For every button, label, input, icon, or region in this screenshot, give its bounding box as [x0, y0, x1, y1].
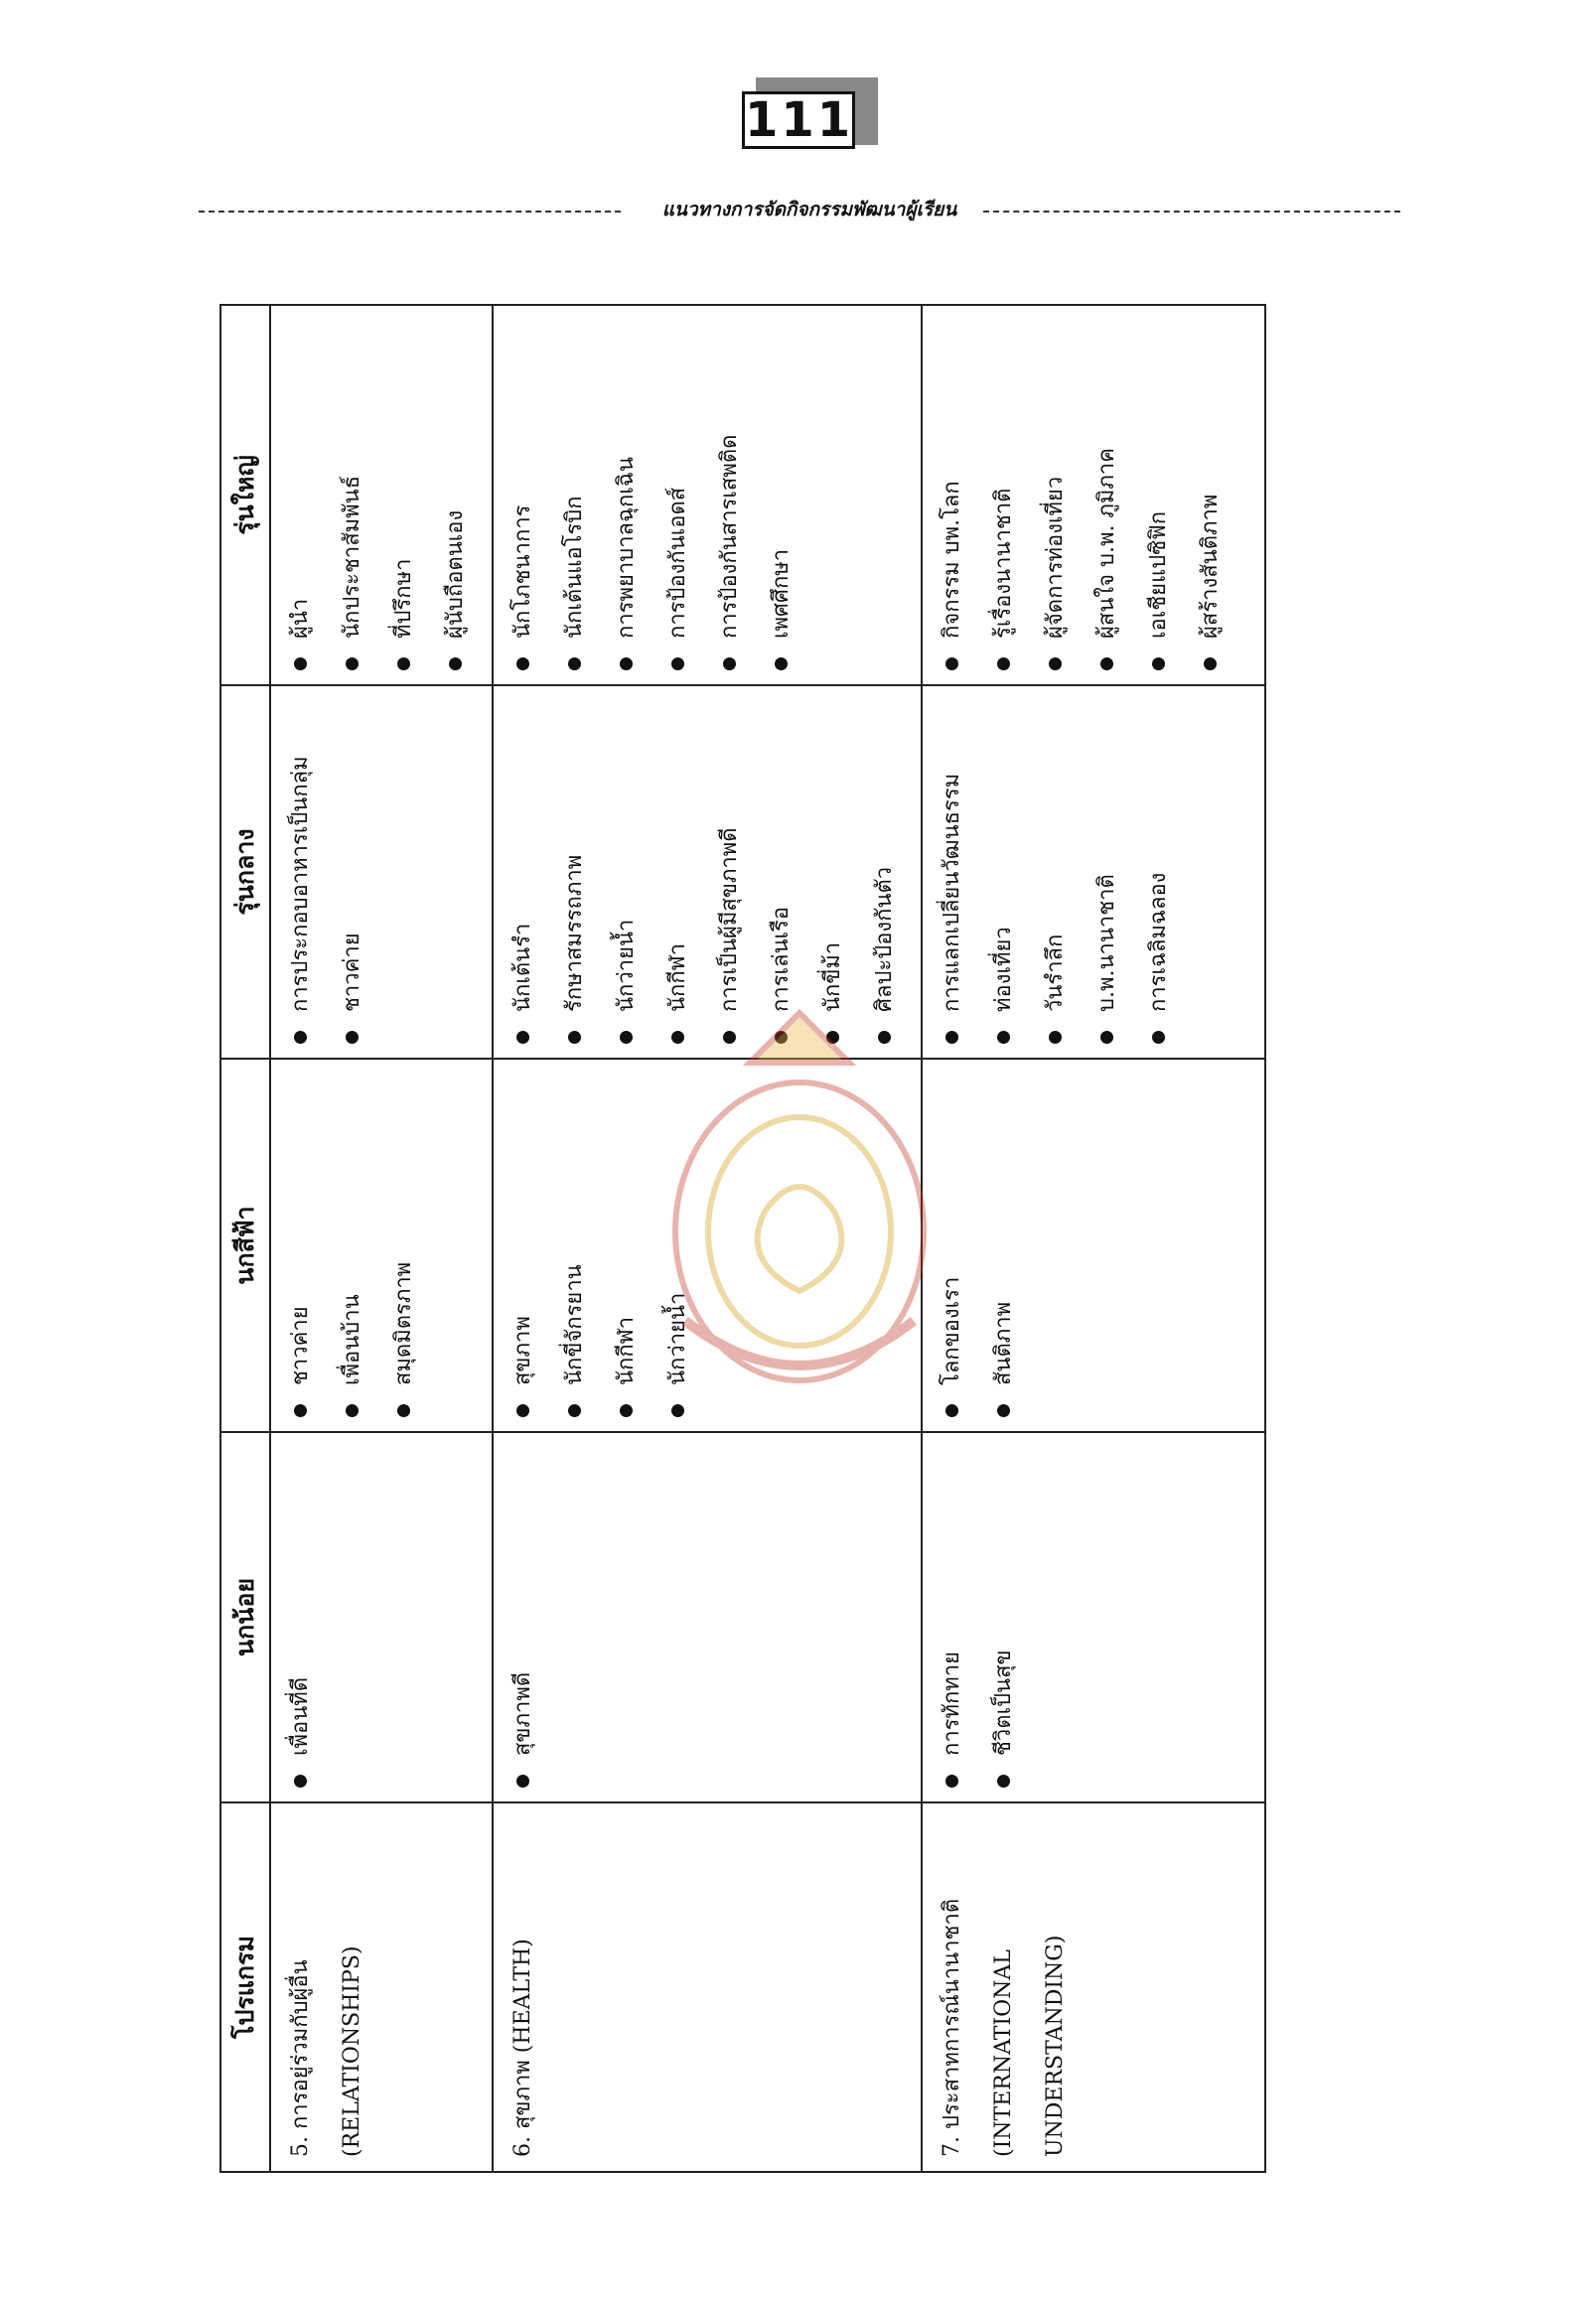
list-item — [549, 1070, 601, 1419]
list-item — [653, 316, 704, 672]
page-number: 111 — [742, 91, 855, 149]
list-item — [378, 316, 430, 672]
bullet-icon — [945, 657, 958, 670]
activity-label: ชาวค่าย — [340, 933, 364, 1012]
activity-label: การป้องกันเอดส์ — [665, 487, 690, 639]
activity-label: รู้เรื่องนานาชาติ — [991, 488, 1016, 639]
activity-label: การพยาบาลฉุกเฉิน — [614, 457, 639, 639]
activity-label: สุขภาพดี — [510, 1671, 535, 1756]
list-item — [601, 1070, 653, 1419]
list-item — [978, 316, 1030, 672]
bullet-icon — [1100, 1031, 1113, 1044]
activity-cell-nok-noi — [493, 1432, 922, 1802]
activity-label: กิจกรรม บพ.โลก — [940, 481, 964, 639]
list-item — [978, 696, 1030, 1046]
bullet-icon — [449, 657, 462, 670]
activity-label: รักษาสมรรถภาพ — [562, 854, 587, 1012]
bullet-icon — [1152, 1031, 1165, 1044]
table-header-row — [220, 305, 270, 2172]
list-item — [275, 696, 327, 1046]
bullet-icon — [620, 1031, 633, 1044]
list-item — [978, 1443, 1030, 1790]
list-item — [927, 1443, 978, 1790]
list-item — [1133, 696, 1185, 1046]
list-item — [275, 316, 327, 672]
activity-list — [498, 1443, 549, 1790]
bullet-icon — [294, 1775, 307, 1788]
list-item — [601, 316, 653, 672]
bullet-icon — [620, 1404, 633, 1417]
bullet-icon — [1100, 657, 1113, 670]
list-item — [1185, 316, 1236, 672]
header-rule-left — [199, 211, 621, 213]
activity-cell-run-yai — [922, 305, 1265, 685]
activity-list — [275, 1443, 327, 1790]
list-item — [430, 316, 482, 672]
activity-label: ชีวิตเป็นสุข — [991, 1650, 1016, 1756]
bullet-icon — [294, 1404, 307, 1417]
list-item — [1082, 316, 1133, 672]
list-item — [927, 316, 978, 672]
program-cell — [493, 1802, 922, 2172]
program-label: (RELATIONSHIPS) — [340, 1945, 364, 2157]
list-item — [978, 1070, 1030, 1419]
bullet-icon — [997, 1404, 1010, 1417]
activity-label: ผู้สนใจ บ.พ. ภูมิภาค — [1094, 447, 1119, 639]
bullet-icon — [397, 657, 410, 670]
program-cell — [270, 1802, 493, 2172]
list-item — [275, 1443, 327, 1790]
program-cell — [922, 1802, 1265, 2172]
bullet-icon — [346, 1404, 359, 1417]
emblem-crown — [750, 1013, 849, 1063]
activity-cell-run-klang — [270, 685, 493, 1059]
bullet-icon — [1049, 1031, 1062, 1044]
table-row — [270, 305, 493, 2172]
ministry-emblem-watermark — [655, 993, 943, 1430]
list-item — [756, 316, 807, 672]
program-label: UNDERSTANDING) — [1043, 1935, 1068, 2157]
list-item — [378, 1070, 430, 1419]
bullet-icon — [723, 657, 736, 670]
activity-cell-run-yai — [270, 305, 493, 685]
header-title: แนวทางการจัดกิจกรรมพัฒนาผู้เรียน — [661, 199, 957, 220]
bullet-icon — [997, 1775, 1010, 1788]
activity-list — [498, 316, 807, 672]
bullet-icon — [945, 1775, 958, 1788]
list-item — [704, 316, 756, 672]
program-label: 6. สุขภาพ (HEALTH) — [510, 1939, 535, 2157]
activity-label: เอเชียแปซิฟิก — [1146, 510, 1171, 639]
activity-label: การป้องกันสารเสพติด — [717, 434, 742, 639]
activity-list — [275, 316, 482, 672]
header-run-yai: รุ่นใหญ่ — [220, 305, 270, 685]
activity-label: ศิลปะป้องกันตัว — [872, 866, 897, 1012]
table-row — [922, 305, 1265, 2172]
activity-list — [275, 1070, 430, 1419]
activity-cell-nok-noi — [270, 1432, 493, 1802]
activity-label: การเป็นผู้มีสุขภาพดี — [717, 827, 742, 1012]
list-item — [1082, 696, 1133, 1046]
activity-label: การแลกเปลี่ยนวัฒนธรรม — [940, 773, 964, 1012]
list-item — [327, 316, 378, 672]
bullet-icon — [346, 657, 359, 670]
list-item — [498, 1443, 549, 1790]
bullet-icon — [775, 657, 788, 670]
activity-label: การเล่นเรือ — [769, 906, 794, 1012]
bullet-icon — [1152, 657, 1165, 670]
activity-label: ผู้จัดการท่องเที่ยว — [1043, 476, 1068, 639]
activity-label: นักว่ายน้ำ — [665, 1292, 690, 1385]
activity-label: เพื่อนบ้าน — [340, 1294, 364, 1385]
activity-label: ผู้สร้างสันติภาพ — [1198, 494, 1223, 639]
activity-label: นักประชาสัมพันธ์ — [340, 475, 364, 639]
activity-label: นักกีฬา — [665, 942, 690, 1012]
activity-label: ผู้นับถือตนเอง — [443, 509, 468, 639]
activity-label: สมุดมิตรภาพ — [391, 1261, 416, 1385]
activity-list — [275, 696, 378, 1046]
list-item — [601, 696, 653, 1046]
activity-list — [927, 696, 1185, 1046]
program-label: 7. ประสาทการณ์นานาชาติ — [940, 1898, 964, 2157]
list-item — [498, 316, 549, 672]
list-item — [275, 1070, 327, 1419]
bullet-icon — [568, 1031, 581, 1044]
bullet-icon — [397, 1404, 410, 1417]
bullet-icon — [516, 1404, 529, 1417]
list-item — [549, 696, 601, 1046]
program-label: (INTERNATIONAL — [991, 1949, 1016, 2157]
bullet-icon — [997, 657, 1010, 670]
program-label: 5. การอยู่ร่วมกับผู้อื่น — [288, 1959, 313, 2157]
list-item — [1133, 316, 1185, 672]
activity-label: การประกอบอาหารเป็นกลุ่ม — [288, 756, 313, 1012]
header-rule-right — [983, 211, 1400, 213]
bullet-icon — [671, 657, 684, 670]
activity-label: นักเต้นแอโรบิก — [562, 496, 587, 639]
bullet-icon — [516, 657, 529, 670]
activity-cell-nok-noi — [922, 1432, 1265, 1802]
header-run-klang: รุ่นกลาง — [220, 685, 270, 1059]
bullet-icon — [346, 1031, 359, 1044]
list-item — [1030, 316, 1082, 672]
activity-list — [927, 1443, 1030, 1790]
emblem-inner-ring — [708, 1117, 891, 1346]
header-nok-noi: นกน้อย — [220, 1432, 270, 1802]
activity-cell-run-yai — [493, 305, 922, 685]
bullet-icon — [294, 657, 307, 670]
activity-label: นักว่ายน้ำ — [614, 919, 639, 1012]
bullet-icon — [516, 1031, 529, 1044]
activity-label: เพื่อนที่ดี — [288, 1676, 313, 1756]
activity-label: สุขภาพ — [510, 1316, 535, 1385]
activity-label: สันติภาพ — [991, 1301, 1016, 1385]
activity-label: นักเต้นรำ — [510, 923, 535, 1012]
activity-cell-nok-see-fa — [922, 1059, 1265, 1432]
bullet-icon — [1204, 657, 1217, 670]
header-program: โปรแกรม — [220, 1802, 270, 2172]
bullet-icon — [568, 657, 581, 670]
activity-label: ชาวค่าย — [288, 1306, 313, 1385]
bullet-icon — [294, 1031, 307, 1044]
activity-label: วันรำลึก — [1043, 934, 1068, 1012]
activity-list — [927, 316, 1236, 672]
activity-label: การเฉลิมฉลอง — [1146, 872, 1171, 1012]
activity-label: นักกีฬา — [614, 1316, 639, 1385]
activity-label: นักขี่ม้า — [820, 941, 845, 1012]
header-nok-see-fa: นกสีฟ้า — [220, 1059, 270, 1432]
list-item — [1030, 696, 1082, 1046]
bullet-icon — [516, 1775, 529, 1788]
list-item — [498, 696, 549, 1046]
activity-cell-nok-see-fa — [270, 1059, 493, 1432]
emblem-center-motif — [758, 1187, 842, 1291]
activity-label: โลกของเรา — [940, 1276, 964, 1385]
activity-label: บ.พ.นานาชาติ — [1094, 874, 1119, 1012]
activity-cell-run-klang — [922, 685, 1265, 1059]
activity-label: ผู้นำ — [288, 598, 313, 639]
bullet-icon — [620, 657, 633, 670]
bullet-icon — [945, 1404, 958, 1417]
activity-label: ท่องเที่ยว — [991, 927, 1016, 1012]
activity-label: นักโภชนาการ — [510, 504, 535, 639]
bullet-icon — [945, 1031, 958, 1044]
bullet-icon — [568, 1404, 581, 1417]
activity-label: เพศศึกษา — [769, 548, 794, 639]
list-item — [327, 696, 378, 1046]
list-item — [498, 1070, 549, 1419]
list-item — [327, 1070, 378, 1419]
bullet-icon — [1049, 657, 1062, 670]
list-item — [549, 316, 601, 672]
activity-label: นักขี่จักรยาน — [562, 1264, 587, 1385]
activity-label: การทักทาย — [940, 1651, 964, 1756]
activity-label: ที่ปรึกษา — [391, 558, 416, 639]
bullet-icon — [997, 1031, 1010, 1044]
